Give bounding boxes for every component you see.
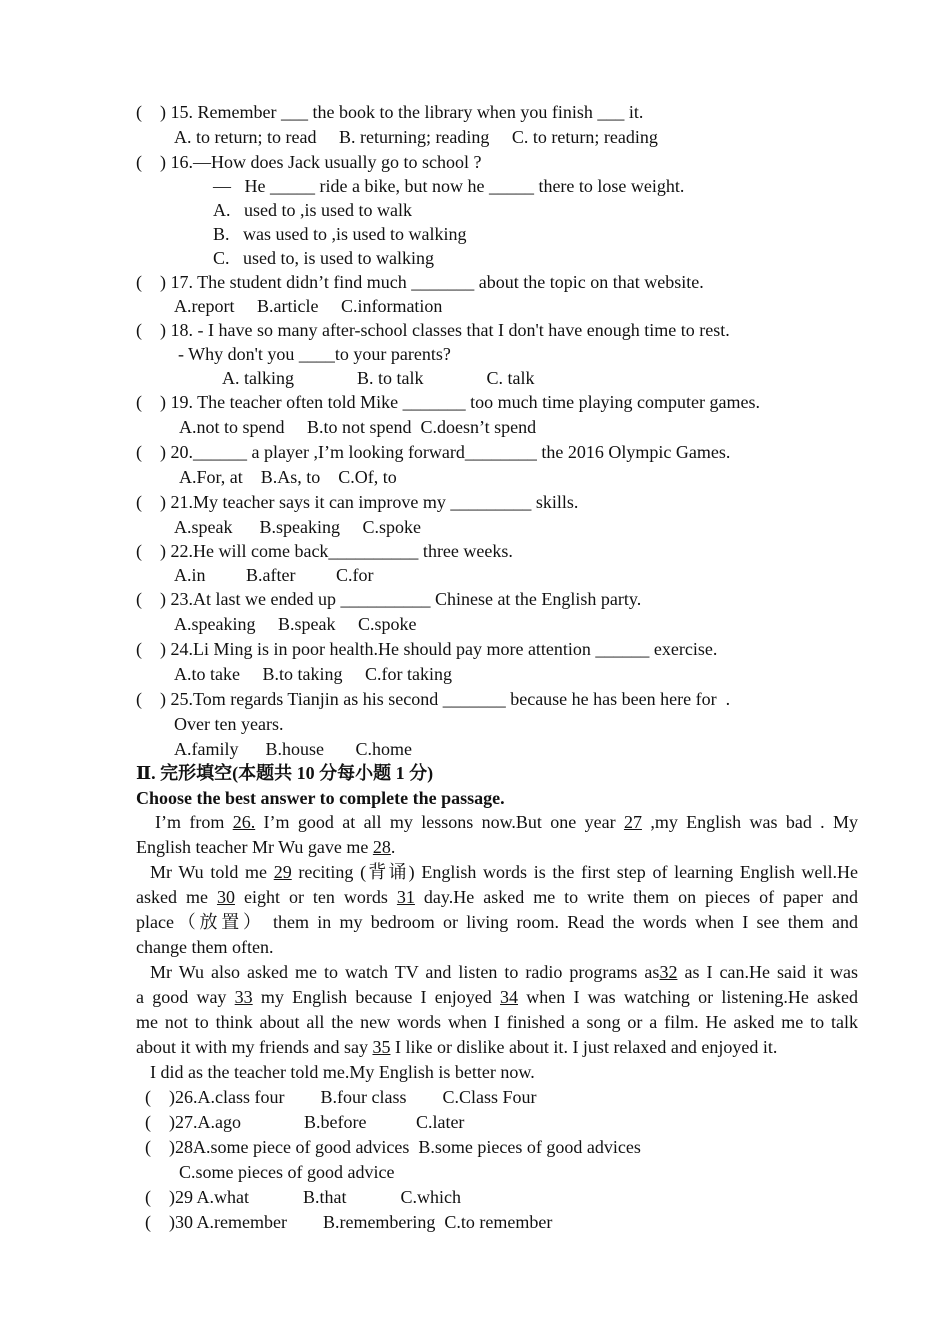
question-22-stem: ( ) 22.He will come back__________ three weeks. [136,541,513,561]
blank-26: 26. [232,812,256,832]
question-19-options: A.not to spend B.to not spend C.doesn’t spend [179,417,537,437]
passage-line-2: English teacher Mr Wu gave me 28. [136,837,396,857]
blank-34: 34 [500,987,518,1007]
question-21-stem: ( ) 21.My teacher says it can improve my _________ skills. [136,492,579,512]
question-25-options: A.family B.house C.home [174,739,412,759]
section-2-instruction: Choose the best answer to complete the passage. [136,788,505,808]
passage-line-7: Mr Wu also asked me to watch TV and listen to radio programs as32 as I can.He said it was [150,962,859,982]
blank-35: 35 [372,1037,391,1057]
question-20-options: A.For, at B.As, to C.Of, to [179,467,397,487]
question-16-option-a: A. used to ,is used to walk [213,200,412,220]
question-22-options: A.in B.after C.for [174,565,374,585]
question-25-stem: ( ) 25.Tom regards Tianjin as his second _______ because he has been here for . [136,689,731,709]
section-2-title: Ⅱ. 完形填空(本题共 10 分每小题 1 分) [136,763,434,783]
question-17-options: A.report B.article C.information [174,296,443,316]
passage-line-3: Mr Wu told me 29 reciting (背诵) English words is the first step of learning English well.He [150,862,859,882]
question-16-stem: ( ) 16.—How does Jack usually go to school ? [136,152,482,172]
blank-29: 29 [273,862,292,882]
question-27: ( )27.A.ago B.before C.later [145,1112,465,1132]
question-18-stem: ( ) 18. - I have so many after-school classes that I don't have enough time to rest. [136,320,730,340]
question-18-reply: - Why don't you ____to your parents? [178,344,451,364]
passage-line-8: a good way 33 my English because I enjoyed 34 when I was watching or listening.He asked [136,987,859,1007]
question-15-options: A. to return; to read B. returning; reading C. to return; reading [174,127,658,147]
question-15-stem: ( ) 15. Remember ___ the book to the library when you finish ___ it. [136,102,644,122]
question-18-options: A. talking B. to talk C. talk [222,368,535,388]
question-23-options: A.speaking B.speak C.spoke [174,614,417,634]
passage-line-9: me not to think about all the new words when I finished a song or a film. He asked me to talk [136,1012,858,1032]
question-19-stem: ( ) 19. The teacher often told Mike _______ too much time playing computer games. [136,392,761,412]
blank-30: 30 [216,887,235,907]
question-17-stem: ( ) 17. The student didn’t find much _______ about the topic on that website. [136,272,704,292]
question-16-reply: — He _____ ride a bike, but now he _____ there to lose weight. [213,176,685,196]
blank-33: 33 [234,987,253,1007]
passage-line-5: place（放置） them in my bedroom or living room. Read the words when I see them and [136,912,858,932]
question-20-stem: ( ) 20.______ a player ,I’m looking forward________ the 2016 Olympic Games. [136,442,731,462]
blank-28: 28 [372,837,391,857]
question-26: ( )26.A.class four B.four class C.Class Four [145,1087,537,1107]
question-29: ( )29 A.what B.that C.which [145,1187,461,1207]
blank-31: 31 [396,887,415,907]
question-28-continuation: C.some pieces of good advice [179,1162,395,1182]
question-24-options: A.to take B.to taking C.for taking [174,664,452,684]
passage-line-1: I’m from 26. I’m good at all my lessons now.But one year 27 ,my English was bad . My [155,812,859,832]
blank-27: 27 [623,812,642,832]
passage-line-4: asked me 30 eight or ten words 31 day.He asked me to write them on pieces of paper and [136,887,859,907]
blank-32: 32 [659,962,678,982]
question-28-stem: ( )28A.some piece of good advices B.some pieces of good advices [145,1137,641,1157]
question-16-option-b: B. was used to ,is used to walking [213,224,467,244]
question-30: ( )30 A.remember B.remembering C.to remember [145,1212,553,1232]
passage-line-6: change them often. [136,937,274,957]
question-23-stem: ( ) 23.At last we ended up __________ Chinese at the English party. [136,589,642,609]
question-24-stem: ( ) 24.Li Ming is in poor health.He should pay more attention ______ exercise. [136,639,718,659]
question-16-option-c: C. used to, is used to walking [213,248,434,268]
question-21-options: A.speak B.speaking C.spoke [174,517,421,537]
passage-line-11: I did as the teacher told me.My English is better now. [150,1062,535,1082]
passage-line-10: about it with my friends and say 35 I like or dislike about it. I just relaxed and enjoyed it. [136,1037,778,1057]
question-25-continuation: Over ten years. [174,714,284,734]
